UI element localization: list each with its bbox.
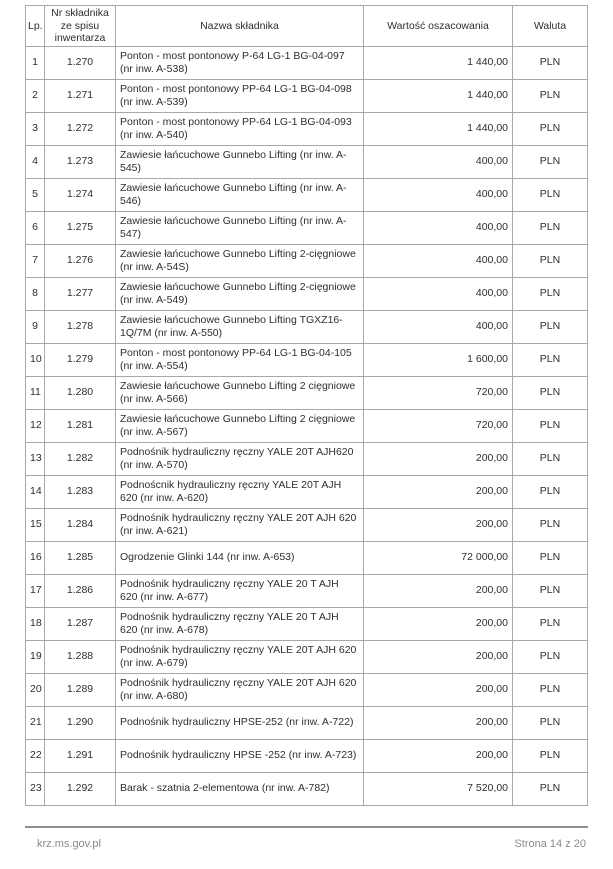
table-row	[26, 145, 588, 178]
cell-value: 720,00	[364, 376, 513, 409]
header-inventory-number: Nr składnika ze spisu inwentarza	[45, 6, 116, 47]
cell-value: 400,00	[364, 277, 513, 310]
cell-inventory-number: 1.273	[45, 145, 116, 178]
cell-name: Podnośnik hydrauliczny ręczny YALE 20 T AJH 620 (nr inw. A-677)	[116, 574, 364, 607]
cell-lp: 5	[26, 178, 45, 211]
cell-value: 72 000,00	[364, 541, 513, 574]
cell-currency: PLN	[513, 376, 588, 409]
cell-value: 400,00	[364, 310, 513, 343]
table-row	[26, 79, 588, 112]
cell-name: Podnośnik hydrauliczny HPSE-252 (nr inw. A-722)	[116, 706, 364, 739]
cell-value: 1 440,00	[364, 46, 513, 79]
table-row	[26, 178, 588, 211]
inventory-table	[25, 5, 588, 806]
cell-inventory-number: 1.289	[45, 673, 116, 706]
cell-lp: 17	[26, 574, 45, 607]
cell-name: Zawiesie łańcuchowe Gunnebo Lifting (nr inw. A-547)	[116, 211, 364, 244]
cell-value: 400,00	[364, 244, 513, 277]
table-row	[26, 508, 588, 541]
table-header-row	[26, 6, 588, 47]
cell-value: 200,00	[364, 574, 513, 607]
cell-lp: 8	[26, 277, 45, 310]
cell-currency: PLN	[513, 739, 588, 772]
cell-name: Zawiesie łańcuchowe Gunnebo Lifting 2 cięgniowe (nr inw. A-566)	[116, 376, 364, 409]
cell-value: 200,00	[364, 508, 513, 541]
cell-currency: PLN	[513, 706, 588, 739]
cell-inventory-number: 1.277	[45, 277, 116, 310]
table-row	[26, 541, 588, 574]
cell-name: Podnośnik hydrauliczny ręczny YALE 20T AJH 620 (nr inw. A-680)	[116, 673, 364, 706]
cell-lp: 15	[26, 508, 45, 541]
cell-lp: 23	[26, 772, 45, 805]
cell-inventory-number: 1.271	[45, 79, 116, 112]
table-row	[26, 475, 588, 508]
cell-currency: PLN	[513, 475, 588, 508]
footer-site-label: krz.ms.gov.pl	[37, 838, 101, 850]
cell-name: Zawiesie łańcuchowe Gunnebo Lifting TGXZ16-1Q/7M (nr inw. A-550)	[116, 310, 364, 343]
cell-inventory-number: 1.279	[45, 343, 116, 376]
cell-value: 1 600,00	[364, 343, 513, 376]
cell-lp: 10	[26, 343, 45, 376]
cell-currency: PLN	[513, 442, 588, 475]
cell-value: 400,00	[364, 145, 513, 178]
table-body	[26, 46, 588, 805]
cell-currency: PLN	[513, 673, 588, 706]
table-row	[26, 574, 588, 607]
footer-page-number: Strona 14 z 20	[514, 838, 586, 850]
cell-name: Podnośnik hydrauliczny ręczny YALE 20T AJH620 (nr inw. A-570)	[116, 442, 364, 475]
cell-name: Podnośnik hydrauliczny HPSE -252 (nr inw. A-723)	[116, 739, 364, 772]
cell-currency: PLN	[513, 508, 588, 541]
cell-value: 200,00	[364, 475, 513, 508]
cell-inventory-number: 1.287	[45, 607, 116, 640]
cell-currency: PLN	[513, 244, 588, 277]
cell-currency: PLN	[513, 310, 588, 343]
cell-name: Zawiesie łańcuchowe Gunnebo Lifting 2-cięgniowe (nr inw. A-54S)	[116, 244, 364, 277]
cell-name: Ponton - most pontonowy PP-64 LG-1 BG-04-105 (nr inw. A-554)	[116, 343, 364, 376]
cell-name: Ogrodzenie Glinki 144 (nr inw. A-653)	[116, 541, 364, 574]
cell-currency: PLN	[513, 772, 588, 805]
cell-lp: 6	[26, 211, 45, 244]
cell-lp: 3	[26, 112, 45, 145]
cell-inventory-number: 1.278	[45, 310, 116, 343]
cell-value: 400,00	[364, 178, 513, 211]
table-row	[26, 244, 588, 277]
cell-currency: PLN	[513, 46, 588, 79]
cell-inventory-number: 1.280	[45, 376, 116, 409]
cell-value: 7 520,00	[364, 772, 513, 805]
cell-value: 200,00	[364, 739, 513, 772]
cell-value: 200,00	[364, 706, 513, 739]
cell-name: Podnośnik hydrauliczny ręczny YALE 20T AJH 620 (nr inw. A-621)	[116, 508, 364, 541]
cell-inventory-number: 1.281	[45, 409, 116, 442]
cell-name: Zawiesie łańcuchowe Gunnebo Lifting (nr inw. A-545)	[116, 145, 364, 178]
cell-lp: 4	[26, 145, 45, 178]
cell-currency: PLN	[513, 211, 588, 244]
cell-inventory-number: 1.275	[45, 211, 116, 244]
cell-lp: 20	[26, 673, 45, 706]
cell-lp: 21	[26, 706, 45, 739]
cell-currency: PLN	[513, 541, 588, 574]
cell-lp: 7	[26, 244, 45, 277]
header-name: Nazwa składnika	[116, 6, 364, 47]
header-currency: Waluta	[513, 6, 588, 47]
cell-currency: PLN	[513, 112, 588, 145]
table-row	[26, 640, 588, 673]
cell-currency: PLN	[513, 343, 588, 376]
cell-inventory-number: 1.285	[45, 541, 116, 574]
cell-lp: 22	[26, 739, 45, 772]
cell-lp: 2	[26, 79, 45, 112]
cell-currency: PLN	[513, 79, 588, 112]
cell-inventory-number: 1.276	[45, 244, 116, 277]
cell-value: 200,00	[364, 640, 513, 673]
cell-inventory-number: 1.292	[45, 772, 116, 805]
cell-value: 720,00	[364, 409, 513, 442]
cell-lp: 14	[26, 475, 45, 508]
cell-value: 400,00	[364, 211, 513, 244]
header-value: Wartość oszacowania	[364, 6, 513, 47]
cell-lp: 16	[26, 541, 45, 574]
table-row	[26, 739, 588, 772]
cell-value: 1 440,00	[364, 112, 513, 145]
table-row	[26, 673, 588, 706]
cell-inventory-number: 1.283	[45, 475, 116, 508]
cell-inventory-number: 1.272	[45, 112, 116, 145]
cell-name: Ponton - most pontonowy P-64 LG-1 BG-04-097 (nr inw. A-538)	[116, 46, 364, 79]
cell-inventory-number: 1.282	[45, 442, 116, 475]
cell-currency: PLN	[513, 277, 588, 310]
table-header	[26, 6, 588, 47]
cell-value: 200,00	[364, 607, 513, 640]
cell-name: Barak - szatnia 2-elementowa (nr inw. A-782)	[116, 772, 364, 805]
cell-lp: 18	[26, 607, 45, 640]
table-row	[26, 772, 588, 805]
header-lp: Lp.	[26, 6, 45, 47]
cell-name: Podnoścnik hydrauliczny ręczny YALE 20T AJH 620 (nr inw. A-620)	[116, 475, 364, 508]
cell-lp: 19	[26, 640, 45, 673]
cell-inventory-number: 1.270	[45, 46, 116, 79]
cell-name: Zawiesie łańcuchowe Gunnebo Lifting 2 cięgniowe (nr inw. A-567)	[116, 409, 364, 442]
cell-name: Ponton - most pontonowy PP-64 LG-1 BG-04-098 (nr inw. A-539)	[116, 79, 364, 112]
cell-inventory-number: 1.288	[45, 640, 116, 673]
cell-lp: 11	[26, 376, 45, 409]
table-row	[26, 46, 588, 79]
table-row	[26, 409, 588, 442]
cell-currency: PLN	[513, 607, 588, 640]
cell-value: 200,00	[364, 442, 513, 475]
cell-name: Zawiesie łańcuchowe Gunnebo Lifting 2-cięgniowe (nr inw. A-549)	[116, 277, 364, 310]
table-row	[26, 277, 588, 310]
table-row	[26, 376, 588, 409]
cell-lp: 12	[26, 409, 45, 442]
table-row	[26, 211, 588, 244]
cell-lp: 13	[26, 442, 45, 475]
cell-currency: PLN	[513, 145, 588, 178]
cell-name: Podnośnik hydrauliczny ręczny YALE 20 T AJH 620 (nr inw. A-678)	[116, 607, 364, 640]
cell-inventory-number: 1.284	[45, 508, 116, 541]
cell-currency: PLN	[513, 574, 588, 607]
table-row	[26, 310, 588, 343]
cell-inventory-number: 1.290	[45, 706, 116, 739]
cell-lp: 1	[26, 46, 45, 79]
cell-inventory-number: 1.274	[45, 178, 116, 211]
cell-currency: PLN	[513, 178, 588, 211]
table-row	[26, 607, 588, 640]
table-row	[26, 442, 588, 475]
table-row	[26, 706, 588, 739]
table-row	[26, 112, 588, 145]
cell-value: 1 440,00	[364, 79, 513, 112]
cell-value: 200,00	[364, 673, 513, 706]
cell-currency: PLN	[513, 409, 588, 442]
cell-currency: PLN	[513, 640, 588, 673]
cell-inventory-number: 1.286	[45, 574, 116, 607]
cell-name: Ponton - most pontonowy PP-64 LG-1 BG-04-093 (nr inw. A-540)	[116, 112, 364, 145]
table-row	[26, 343, 588, 376]
cell-name: Podnośnik hydrauliczny ręczny YALE 20T AJH 620 (nr inw. A-679)	[116, 640, 364, 673]
footer-divider	[25, 826, 588, 828]
cell-inventory-number: 1.291	[45, 739, 116, 772]
cell-name: Zawiesie łańcuchowe Gunnebo Lifting (nr inw. A-546)	[116, 178, 364, 211]
cell-lp: 9	[26, 310, 45, 343]
